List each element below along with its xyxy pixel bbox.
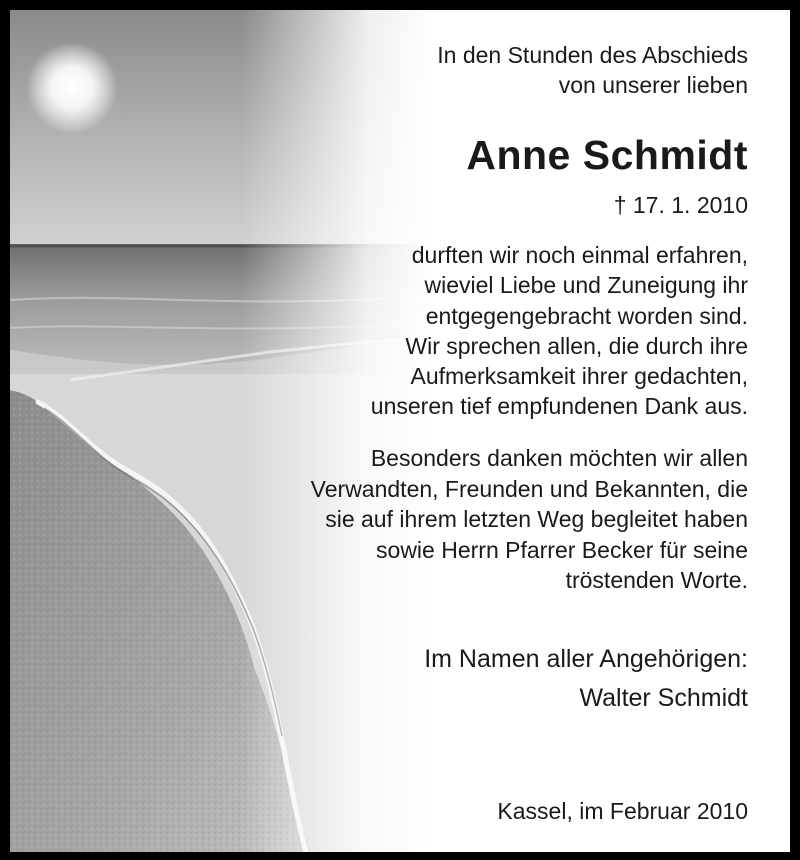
death-date: † 17. 1. 2010 <box>613 192 748 218</box>
thanks-paragraph: durften wir noch einmal erfahren, wieviel Liebe und Zuneigung ihr entgegengebracht worden sind. Wir sprechen allen, die durch ihre Aufmerksamkeit ihrer gedachten, unseren tief empfundenen Dank aus. <box>370 242 748 420</box>
intro-text: In den Stunden des Abschieds von unserer lieben <box>437 42 748 98</box>
deceased-name: Anne Schmidt <box>466 132 748 178</box>
beach-sunset-image <box>10 10 430 852</box>
signature-label: Im Namen aller Angehörigen: <box>424 645 748 673</box>
signature-name: Walter Schmidt <box>579 684 748 712</box>
place-and-date: Kassel, im Februar 2010 <box>497 798 748 824</box>
special-thanks-paragraph: Besonders danken möchten wir allen Verwandten, Freunden und Bekannten, die sie auf ihrem letzten Weg begleitet haben sowie Herrn Pfarrer Becker für seine tröstenden Worte. <box>310 445 748 593</box>
